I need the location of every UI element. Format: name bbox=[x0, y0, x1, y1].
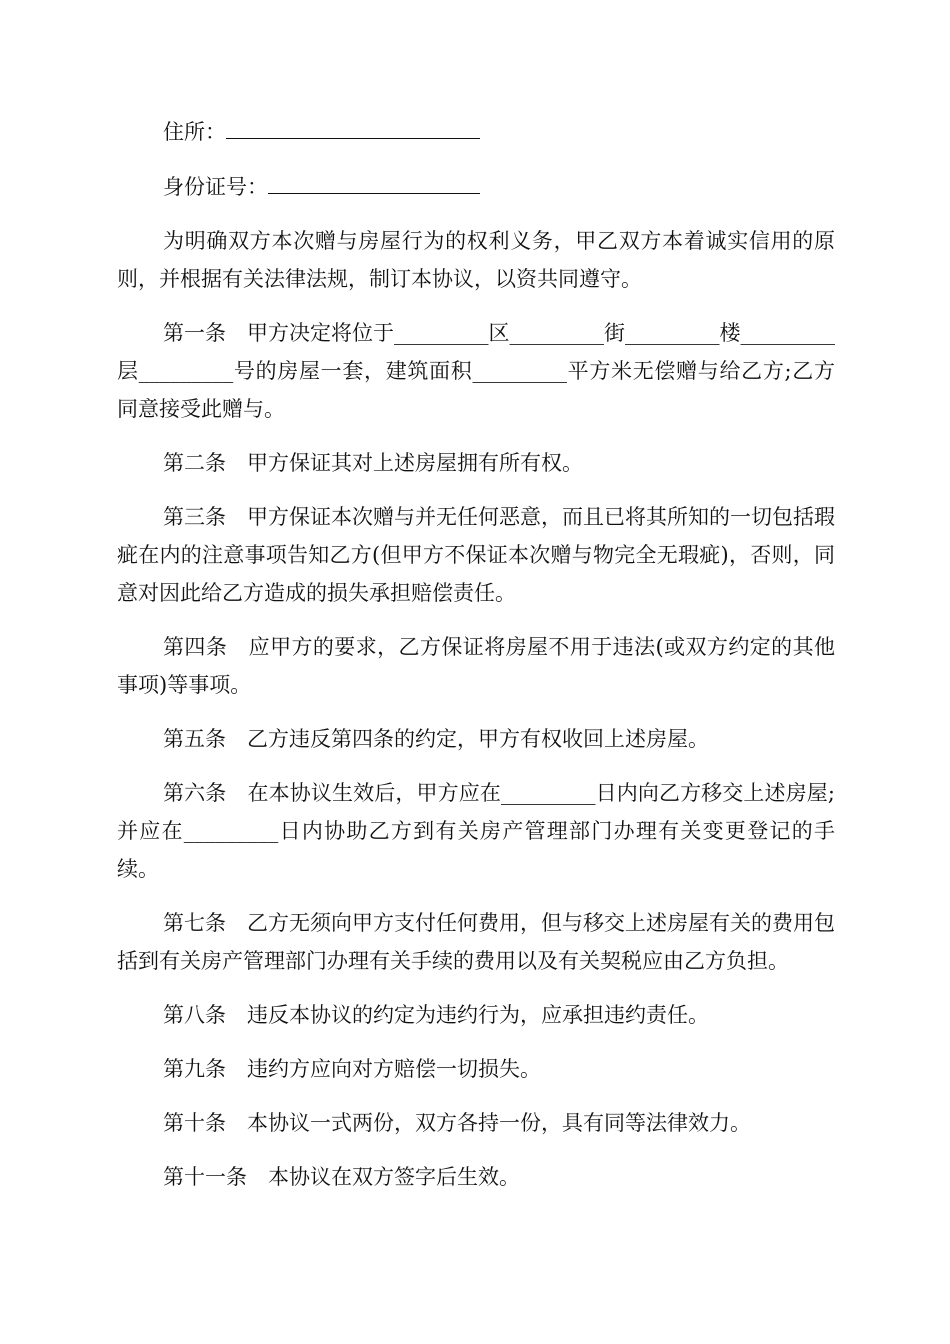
article-6: 第六条 在本协议生效后，甲方应在_________日内向乙方移交上述房屋;并应在_________日内协助乙方到有关房产管理部门办理有关变更登记的手续。 bbox=[117, 781, 835, 881]
document-page bbox=[117, 112, 835, 1212]
address-field-row bbox=[117, 112, 835, 151]
article-3: 第三条 甲方保证本次赠与并无任何恶意，而且已将其所知的一切包括瑕疵在内的注意事项告知乙方(但甲方不保证本次赠与物完全无瑕疵)，否则，同意对因此给乙方造成的损失承担赔偿责任。 bbox=[117, 505, 835, 605]
article-9: 第九条 违约方应向对方赔偿一切损失。 bbox=[163, 1057, 541, 1081]
article-5: 第五条 乙方违反第四条的约定，甲方有权收回上述房屋。 bbox=[163, 727, 709, 751]
address-blank bbox=[226, 112, 480, 139]
id-number-label: 身份证号： bbox=[163, 175, 268, 199]
article-1: 第一条 甲方决定将位于_________区_________街_________楼_________层_________号的房屋一套，建筑面积_________平方米无偿赠与给乙方;乙方同意接受此赠与。 bbox=[117, 321, 835, 421]
article-10: 第十条 本协议一式两份，双方各持一份，具有同等法律效力。 bbox=[163, 1111, 751, 1135]
id-number-blank bbox=[268, 167, 480, 194]
article-8: 第八条 违反本协议的约定为违约行为，应承担违约责任。 bbox=[163, 1003, 709, 1027]
intro-paragraph: 为明确双方本次赠与房屋行为的权利义务，甲乙双方本着诚实信用的原则，并根据有关法律法规，制订本协议，以资共同遵守。 bbox=[117, 229, 835, 291]
article-7: 第七条 乙方无须向甲方支付任何费用，但与移交上述房屋有关的费用包括到有关房产管理部门办理有关手续的费用以及有关契税应由乙方负担。 bbox=[117, 911, 835, 973]
article-4: 第四条 应甲方的要求，乙方保证将房屋不用于违法(或双方约定的其他事项)等事项。 bbox=[117, 635, 835, 697]
article-11: 第十一条 本协议在双方签字后生效。 bbox=[163, 1165, 520, 1189]
address-label: 住所： bbox=[163, 120, 226, 144]
id-number-field-row bbox=[117, 167, 835, 206]
article-2: 第二条 甲方保证其对上述房屋拥有所有权。 bbox=[163, 451, 583, 475]
